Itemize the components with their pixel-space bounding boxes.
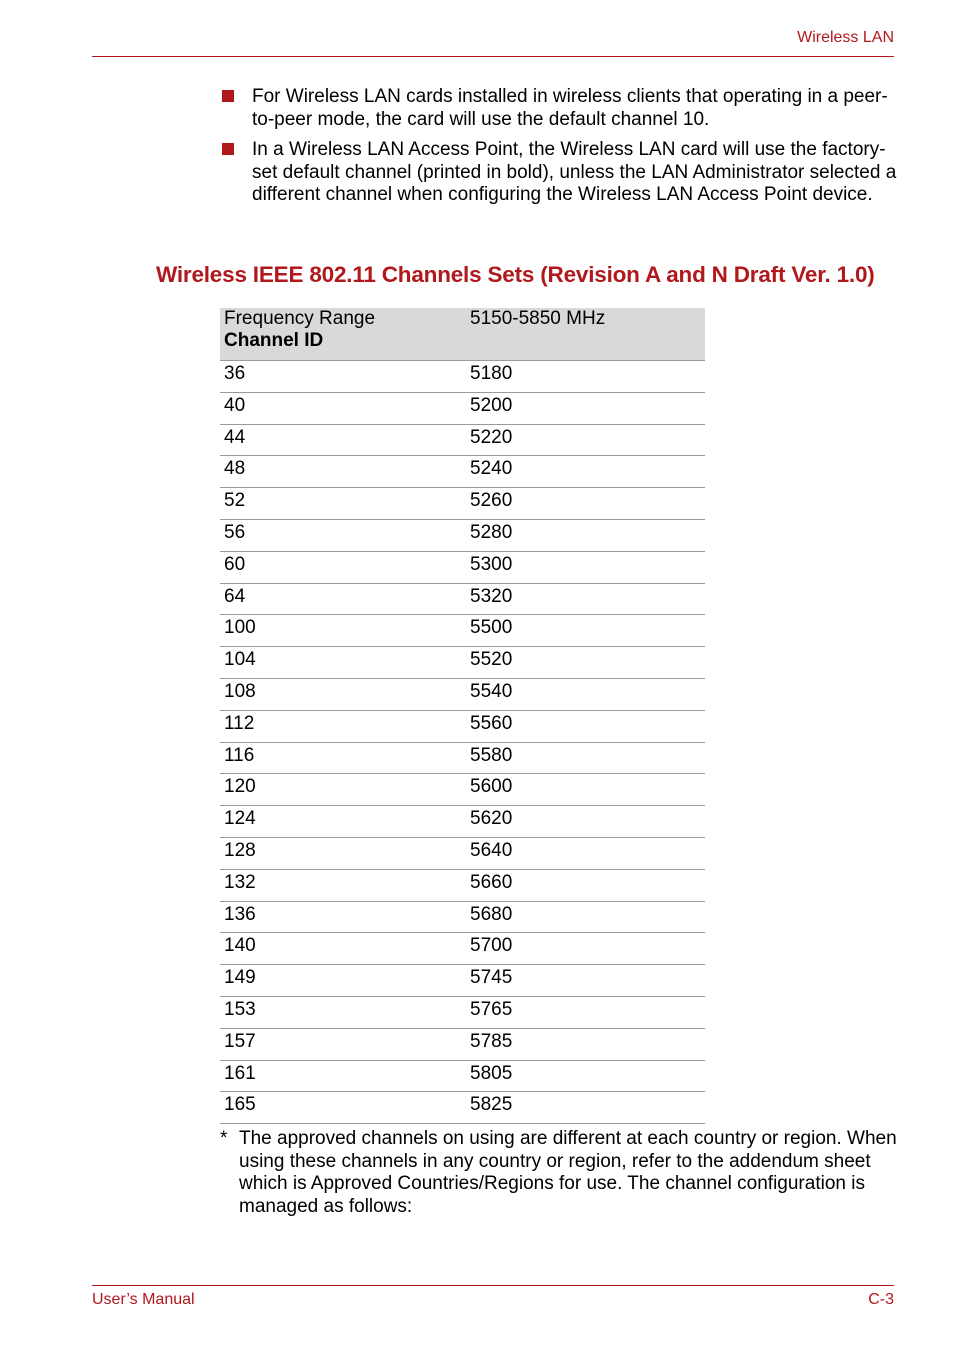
table-row <box>220 1092 705 1124</box>
frequency-cell: 5620 <box>466 806 705 838</box>
table-row <box>220 996 705 1028</box>
table-row <box>220 806 705 838</box>
channel-id-cell: 104 <box>220 647 466 679</box>
table-row <box>220 1028 705 1060</box>
table-row <box>220 647 705 679</box>
square-bullet-icon <box>222 90 234 102</box>
table-row <box>220 424 705 456</box>
frequency-cell: 5600 <box>466 774 705 806</box>
channel-id-cell: 161 <box>220 1060 466 1092</box>
frequency-cell: 5320 <box>466 583 705 615</box>
channel-id-cell: 44 <box>220 424 466 456</box>
frequency-cell: 5785 <box>466 1028 705 1060</box>
channel-id-cell: 56 <box>220 519 466 551</box>
table-row <box>220 456 705 488</box>
frequency-cell: 5580 <box>466 742 705 774</box>
channel-id-cell: 116 <box>220 742 466 774</box>
table-body <box>220 361 705 1124</box>
frequency-cell: 5745 <box>466 965 705 997</box>
table-row <box>220 488 705 520</box>
table-row <box>220 869 705 901</box>
channel-id-cell: 112 <box>220 710 466 742</box>
bullet-item <box>220 86 900 131</box>
table-row <box>220 933 705 965</box>
footer-manual-title: User’s Manual <box>92 1291 195 1308</box>
table-row <box>220 742 705 774</box>
channel-id-cell: 165 <box>220 1092 466 1124</box>
header-divider <box>92 56 894 57</box>
frequency-cell: 5560 <box>466 710 705 742</box>
frequency-cell: 5220 <box>466 424 705 456</box>
header-cell-value <box>466 308 705 361</box>
bullet-text: For Wireless LAN cards installed in wireless clients that operating in a peer-to-peer mode, the card will use the default channel 10. <box>252 86 888 130</box>
table-header-row <box>220 308 705 361</box>
running-header-title: Wireless LAN <box>797 29 894 46</box>
channel-id-cell: 153 <box>220 996 466 1028</box>
channel-id-label: Channel ID <box>224 330 324 351</box>
footer-divider <box>92 1285 894 1286</box>
channel-id-cell: 157 <box>220 1028 466 1060</box>
frequency-cell: 5500 <box>466 615 705 647</box>
table-row <box>220 774 705 806</box>
frequency-cell: 5700 <box>466 933 705 965</box>
frequency-range-label: Frequency Range <box>224 308 376 329</box>
frequency-cell: 5805 <box>466 1060 705 1092</box>
footnote-marker: * <box>220 1128 228 1149</box>
footnote-text: The approved channels on using are different at each country or region. When using these channels in any country or region, refer to the addendum sheet which is Approved Countries/Regions for use. The channel configuration is managed as follows: <box>239 1128 897 1217</box>
bullet-text: In a Wireless LAN Access Point, the Wireless LAN card will use the factory-set default channel (printed in bold), unless the LAN Administrator selected a different channel when configuring the Wireless LAN Access Point device. <box>252 139 897 205</box>
table-row <box>220 583 705 615</box>
channel-id-cell: 120 <box>220 774 466 806</box>
frequency-cell: 5660 <box>466 869 705 901</box>
table-row <box>220 710 705 742</box>
table-row <box>220 551 705 583</box>
square-bullet-icon <box>222 143 234 155</box>
frequency-cell: 5300 <box>466 551 705 583</box>
frequency-cell: 5825 <box>466 1092 705 1124</box>
frequency-cell: 5180 <box>466 361 705 393</box>
table-row <box>220 1060 705 1092</box>
table-row <box>220 901 705 933</box>
table-row <box>220 392 705 424</box>
frequency-cell: 5680 <box>466 901 705 933</box>
frequency-range-value: 5150-5850 MHz <box>470 308 606 329</box>
channel-id-cell: 40 <box>220 392 466 424</box>
channel-id-cell: 100 <box>220 615 466 647</box>
table-row <box>220 615 705 647</box>
channel-id-cell: 60 <box>220 551 466 583</box>
channel-id-cell: 108 <box>220 678 466 710</box>
frequency-cell: 5200 <box>466 392 705 424</box>
channel-id-cell: 124 <box>220 806 466 838</box>
frequency-cell: 5640 <box>466 837 705 869</box>
channel-id-cell: 149 <box>220 965 466 997</box>
channel-id-cell: 36 <box>220 361 466 393</box>
channel-id-cell: 48 <box>220 456 466 488</box>
table-row <box>220 361 705 393</box>
channel-id-cell: 128 <box>220 837 466 869</box>
table-row <box>220 837 705 869</box>
channel-id-cell: 140 <box>220 933 466 965</box>
frequency-cell: 5240 <box>466 456 705 488</box>
table-row <box>220 965 705 997</box>
channel-id-cell: 136 <box>220 901 466 933</box>
channel-id-cell: 132 <box>220 869 466 901</box>
page-number: C-3 <box>868 1291 894 1308</box>
channel-table <box>220 308 705 1124</box>
channel-id-cell: 64 <box>220 583 466 615</box>
table-row <box>220 678 705 710</box>
bullet-item <box>220 139 900 207</box>
frequency-cell: 5260 <box>466 488 705 520</box>
footnote <box>220 1128 919 1218</box>
frequency-cell: 5280 <box>466 519 705 551</box>
table-row <box>220 519 705 551</box>
bullet-list <box>220 86 900 215</box>
frequency-cell: 5540 <box>466 678 705 710</box>
frequency-cell: 5520 <box>466 647 705 679</box>
frequency-cell: 5765 <box>466 996 705 1028</box>
header-cell-label <box>220 308 466 361</box>
channel-id-cell: 52 <box>220 488 466 520</box>
section-heading: Wireless IEEE 802.11 Channels Sets (Revision A and N Draft Ver. 1.0) <box>156 262 875 287</box>
